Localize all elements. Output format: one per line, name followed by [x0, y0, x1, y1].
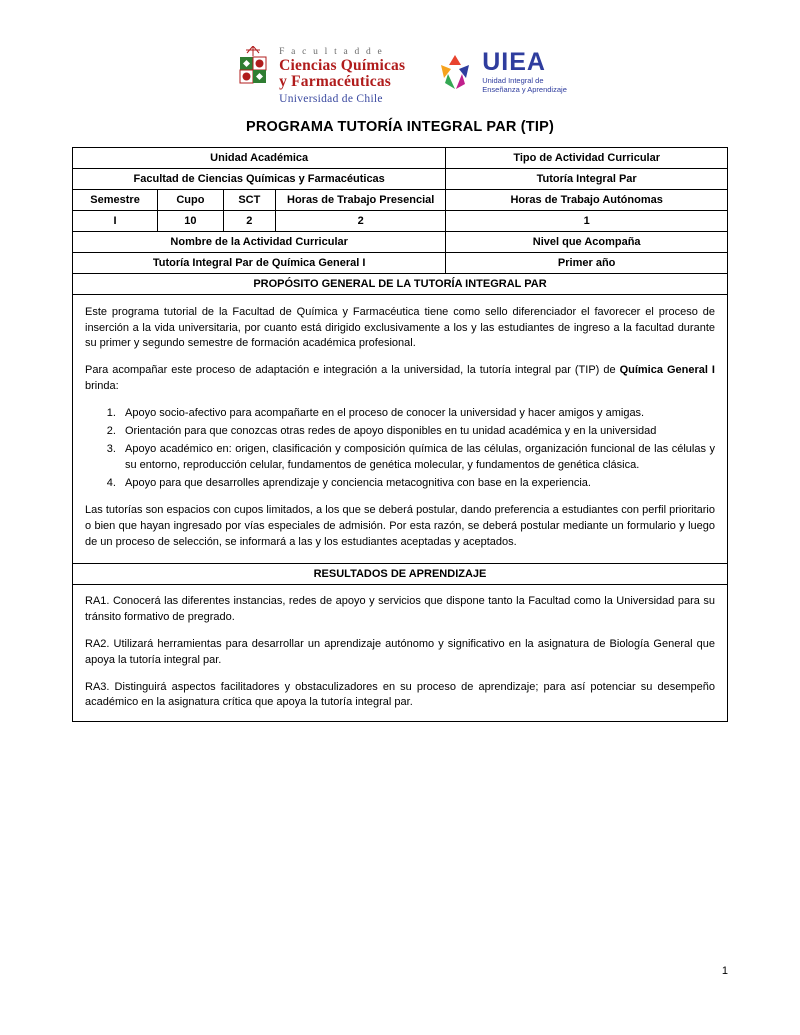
- university-wordmark: [279, 46, 405, 105]
- sct-header: SCT: [223, 189, 275, 210]
- university-crest-icon: [233, 46, 273, 90]
- faculty-line-4: Universidad de Chile: [279, 92, 383, 105]
- logo-universidad-de-chile: [233, 46, 405, 105]
- table-row: [73, 189, 728, 210]
- table-row: [73, 252, 728, 273]
- table-row: [73, 563, 728, 584]
- tipo-actividad-header: Tipo de Actividad Curricular: [446, 147, 728, 168]
- horas-autonomas-value: 1: [446, 210, 728, 231]
- sct-value: 2: [223, 210, 275, 231]
- proposito-paragraph-3: Las tutorías son espacios con cupos limitados, a los que se deberá postular, dando preferencia a estudiantes con perfil prioritario o bien que hayan ingresado por vías especiales de admisión. Por esta razón, se deberá postular mediante un formulario y luego de un proceso de selección, se informará a las y los estudiantes aceptadas y aceptados.: [85, 503, 715, 548]
- list-item: 2. Orientación para que conozcas otras redes de apoyo disponibles en tu unidad académica y en la universidad: [119, 424, 715, 440]
- page-title: PROGRAMA TUTORÍA INTEGRAL PAR (TIP): [245, 118, 554, 135]
- horas-autonomas-header: Horas de Trabajo Autónomas: [446, 189, 728, 210]
- list-item: 1. Apoyo socio-afectivo para acompañarte en el proceso de conocer la universidad y hacer amigos y amigas.: [119, 406, 715, 422]
- proposito-p2-bold: Química General I: [619, 364, 715, 377]
- resultados-aprendizaje-body: [73, 584, 728, 722]
- resultado-ra1: RA1. Conocerá las diferentes instancias, redes de apoyo y servicios que dispone tanto la Facultad como la Universidad para su tránsito formativo de pregrado.: [85, 594, 715, 623]
- resultados-aprendizaje-header: RESULTADOS DE APRENDIZAJE: [73, 563, 728, 584]
- page-number: 1: [721, 965, 728, 977]
- uiea-line-2: Enseñanza y Aprendizaje: [482, 84, 567, 94]
- table-row: [73, 147, 728, 168]
- proposito-paragraph-1: Este programa tutorial de la Facultad de Química y Farmacéutica tiene como sello diferenciador el favorecer el proceso de inserción a la vida universitaria, por cuanto está dirigido exclusivamente a los y las estudiantes de ingreso a la facultad durante su primer y segundo semestre de formación académica profesional.: [85, 305, 715, 350]
- table-row: [73, 273, 728, 294]
- cupo-value: 10: [158, 210, 224, 231]
- nivel-acompana-header: Nivel que Acompaña: [446, 231, 728, 252]
- table-row: [73, 168, 728, 189]
- faculty-line-1: F a c u l t a d d e: [279, 47, 384, 57]
- tipo-actividad-value: Tutoría Integral Par: [446, 168, 728, 189]
- semestre-header: Semestre: [73, 189, 158, 210]
- logo-uiea: [435, 46, 567, 94]
- faculty-line-3: y Farmacéuticas: [279, 73, 392, 91]
- uiea-line-1: Unidad Integral de: [482, 76, 544, 85]
- proposito-paragraph-2: [85, 363, 715, 395]
- programa-table: [72, 147, 728, 723]
- nombre-actividad-header: Nombre de la Actividad Curricular: [73, 231, 446, 252]
- uiea-mark-icon: [435, 52, 475, 92]
- proposito-general-header: PROPÓSITO GENERAL DE LA TUTORÍA INTEGRAL PAR: [73, 273, 728, 294]
- semestre-value: I: [73, 210, 158, 231]
- nivel-acompana-value: Primer año: [446, 252, 728, 273]
- proposito-general-body: [73, 294, 728, 563]
- uiea-wordmark: [482, 50, 567, 94]
- proposito-p2-prefix: Para acompañar este proceso de adaptación e integración a la universidad, la tutoría integral par (TIP) de: [85, 364, 620, 377]
- unidad-academica-header: Unidad Académica: [73, 147, 446, 168]
- faculty-line-2: Ciencias Químicas: [279, 56, 406, 74]
- horas-presencial-header: Horas de Trabajo Presencial: [276, 189, 446, 210]
- table-row: [73, 294, 728, 563]
- list-item: 3. Apoyo académico en: origen, clasificación y composición química de las células, organización funcional de las células y su entorno, reproducción celular, fundamentos de genética molecular, y fundamentos de genética clásica.: [119, 442, 715, 474]
- cupo-header: Cupo: [158, 189, 224, 210]
- nombre-actividad-value: Tutoría Integral Par de Química General I: [73, 252, 446, 273]
- table-row: [73, 210, 728, 231]
- resultado-ra2: RA2. Utilizará herramientas para desarrollar un aprendizaje autónomo y significativo en la asignatura de Biología General que apoya la tutoría integral par.: [85, 637, 715, 666]
- list-item: 4. Apoyo para que desarrolles aprendizaje y conciencia metacognitiva con base en la experiencia.: [119, 476, 715, 492]
- horas-presencial-value: 2: [276, 210, 446, 231]
- table-row: [73, 231, 728, 252]
- uiea-acronym: UIEA: [482, 48, 546, 76]
- logo-row: [72, 46, 728, 105]
- unidad-academica-value: Facultad de Ciencias Químicas y Farmacéuticas: [73, 168, 446, 189]
- resultado-ra3: RA3. Distinguirá aspectos facilitadores y obstaculizadores en su proceso de aprendizaje; para así potenciar su desempeño académico en la asignatura crítica que apoya la tutoría integral par.: [85, 680, 715, 709]
- proposito-list: [85, 406, 715, 492]
- table-row: [73, 584, 728, 722]
- proposito-p2-suffix: brinda:: [85, 380, 119, 393]
